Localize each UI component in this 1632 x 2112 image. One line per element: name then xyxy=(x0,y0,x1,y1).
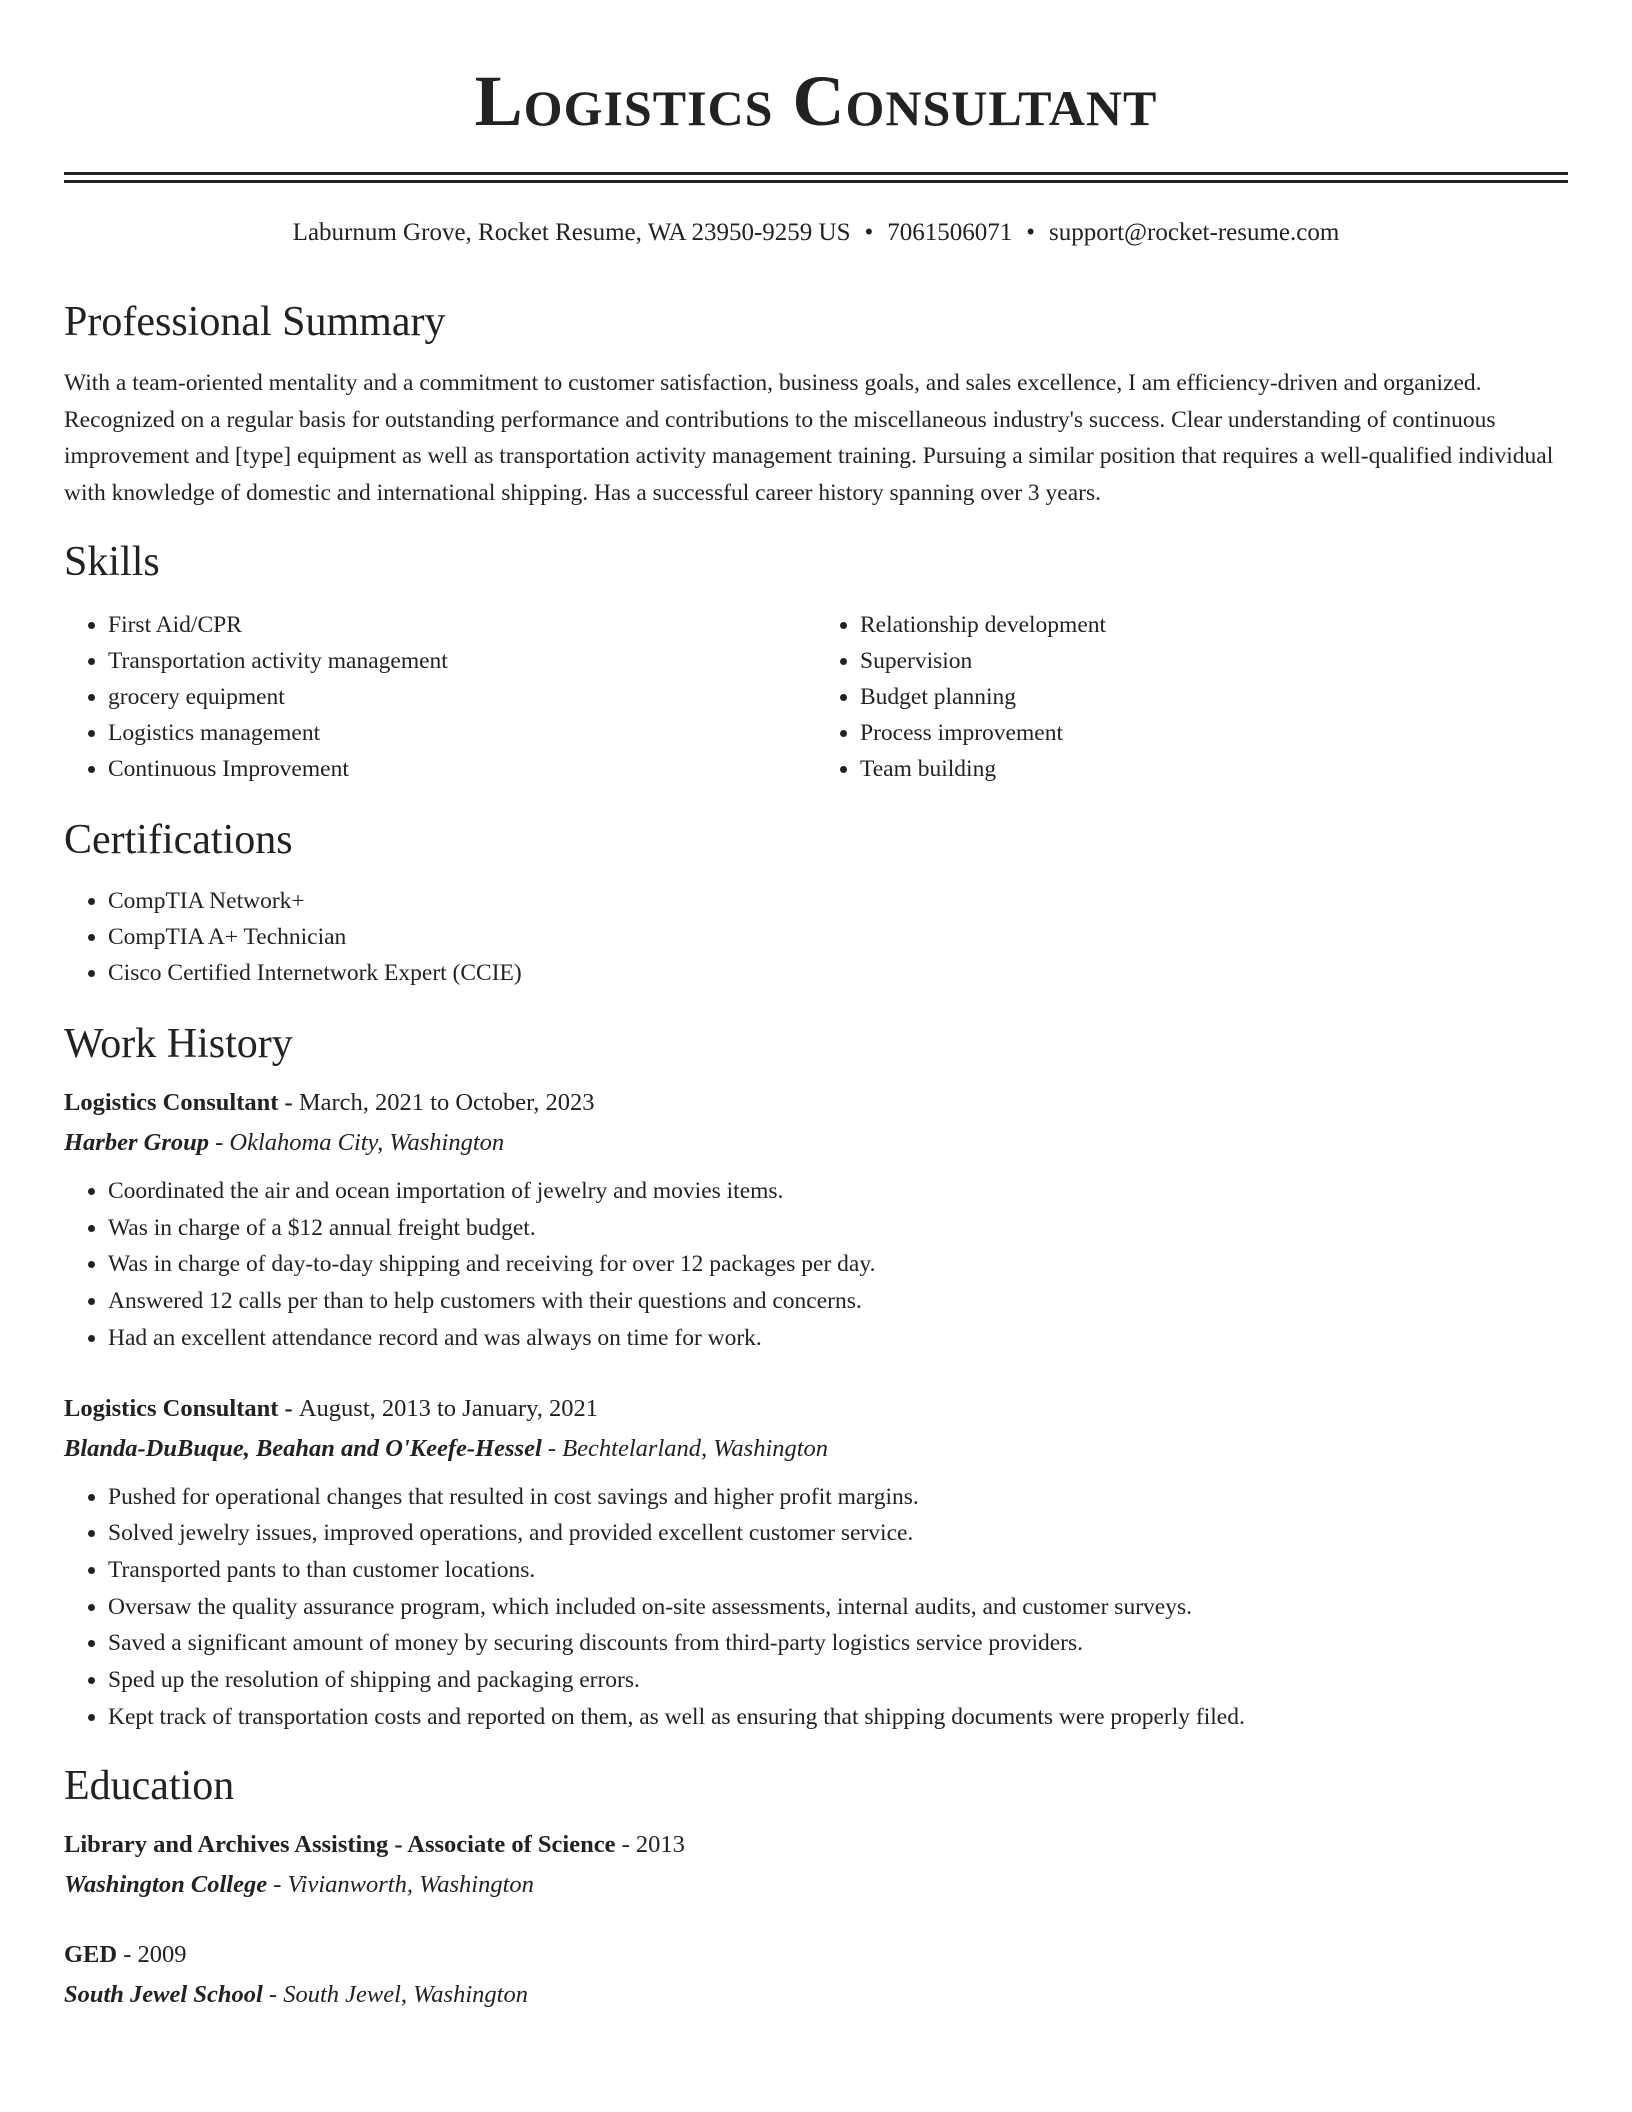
job-dates: March, 2021 to October, 2023 xyxy=(298,1089,595,1116)
education-dash: - xyxy=(615,1831,636,1859)
job-dash: - xyxy=(278,1089,299,1116)
job-bullet: • Solved jewelry issues, improved operations, and provided excellent customer service. xyxy=(108,1515,1568,1552)
certification-item: • CompTIA A+ Technician xyxy=(108,919,1568,955)
resume-name: Logistics Consultant xyxy=(474,61,1158,141)
skills-left-list xyxy=(64,607,816,787)
skill-item: • Supervision xyxy=(860,643,1568,679)
job-bullet-list xyxy=(64,1173,1568,1357)
job-bullet: • Had an excellent attendance record and was always on time for work. xyxy=(108,1320,1568,1357)
job-dash: - xyxy=(541,1434,563,1462)
education-school-line xyxy=(64,1975,1568,2015)
job-company: Harber Group xyxy=(64,1129,209,1156)
work-history-heading: Work History xyxy=(64,1021,293,1067)
education-school-line xyxy=(64,1865,1568,1905)
certification-item: • CompTIA Network+ xyxy=(108,883,1568,919)
skills-heading: Skills xyxy=(64,539,160,585)
summary-text: With a team-oriented mentality and a commitment to customer satisfaction, business goals, and sales excellence, I am efficiency-driven and organized. Recognized on a regular basis for outstanding performance and contributions to the miscellaneous industry's success. Clear understanding of continuous improvement and [type] equipment as well as transportation activity management training. Pursuing a similar position that requires a well-qualified individual with knowledge of domestic and international shipping. Has a successful career history spanning over 3 years. xyxy=(64,370,1554,506)
job-entry xyxy=(64,1083,1568,1357)
education-year: 2009 xyxy=(137,1941,187,1969)
education-header xyxy=(64,1825,1568,1865)
job-bullet: • Transported pants to than customer locations. xyxy=(108,1552,1568,1589)
job-company: Blanda-DuBuque, Beahan and O'Keefe-Hessel xyxy=(64,1434,542,1462)
education-year: 2013 xyxy=(635,1831,685,1859)
skill-item: • Continuous Improvement xyxy=(108,751,816,787)
skill-item: • Budget planning xyxy=(860,679,1568,715)
contact-separator: • xyxy=(864,219,874,246)
contact-line xyxy=(64,217,1568,249)
header-double-rule xyxy=(64,172,1568,183)
skill-item: • grocery equipment xyxy=(108,679,816,715)
job-bullet: • Answered 12 calls per than to help customers with their questions and concerns. xyxy=(108,1283,1568,1320)
job-bullet: • Kept track of transportation costs and reported on them, as well as ensuring that shipping documents were properly filed. xyxy=(108,1699,1568,1736)
job-company-line xyxy=(64,1429,1568,1469)
skill-item: • Process improvement xyxy=(860,715,1568,751)
education-dash: - xyxy=(262,1981,284,2009)
job-dates: August, 2013 to January, 2021 xyxy=(298,1394,599,1422)
skill-item: • Transportation activity management xyxy=(108,643,816,679)
job-dash: - xyxy=(208,1129,230,1156)
job-company-line xyxy=(64,1123,1568,1163)
education-degree: GED xyxy=(64,1941,118,1969)
skills-columns xyxy=(64,607,1568,787)
job-location: Bechtelarland, Washington xyxy=(562,1434,829,1462)
skill-item: • Relationship development xyxy=(860,607,1568,643)
job-bullet: • Was in charge of a $12 annual freight budget. xyxy=(108,1210,1568,1247)
contact-separator: • xyxy=(1026,219,1036,246)
contact-email: support@rocket-resume.com xyxy=(1049,219,1340,246)
job-title: Logistics Consultant xyxy=(64,1394,279,1422)
skill-item: • Logistics management xyxy=(108,715,816,751)
education-entry xyxy=(64,1825,1568,1905)
certification-item: • Cisco Certified Internetwork Expert (CCIE) xyxy=(108,955,1568,991)
certifications-list xyxy=(64,883,1568,991)
job-bullet: • Saved a significant amount of money by securing discounts from third-party logistics service providers. xyxy=(108,1625,1568,1662)
job-bullet: • Sped up the resolution of shipping and packaging errors. xyxy=(108,1662,1568,1699)
contact-address: Laburnum Grove, Rocket Resume, WA 23950-9259 US xyxy=(292,219,851,246)
skills-right-list xyxy=(816,607,1568,787)
job-bullet: • Was in charge of day-to-day shipping and receiving for over 12 packages per day. xyxy=(108,1246,1568,1283)
education-dash: - xyxy=(117,1941,138,1969)
education-header xyxy=(64,1935,1568,1975)
skill-item: • First Aid/CPR xyxy=(108,607,816,643)
job-header xyxy=(64,1389,1568,1429)
job-bullet: • Pushed for operational changes that resulted in cost savings and higher profit margins. xyxy=(108,1479,1568,1516)
certifications-heading: Certifications xyxy=(64,817,293,863)
education-dash: - xyxy=(267,1871,288,1899)
job-header xyxy=(64,1083,1568,1123)
education-location: South Jewel, Washington xyxy=(283,1981,528,2009)
education-school: South Jewel School xyxy=(64,1981,263,2009)
job-bullet: • Coordinated the air and ocean importation of jewelry and movies items. xyxy=(108,1173,1568,1210)
job-entry xyxy=(64,1389,1568,1736)
education-entry xyxy=(64,1935,1568,2015)
job-dash: - xyxy=(278,1394,299,1422)
contact-phone: 7061506071 xyxy=(887,219,1013,246)
job-bullet-list xyxy=(64,1479,1568,1736)
education-location: Vivianworth, Washington xyxy=(287,1871,534,1899)
skill-item: • Team building xyxy=(860,751,1568,787)
education-degree: Library and Archives Assisting - Associate of Science xyxy=(64,1831,616,1859)
education-school: Washington College xyxy=(64,1871,268,1899)
job-title: Logistics Consultant xyxy=(64,1089,279,1116)
summary-heading: Professional Summary xyxy=(64,299,446,345)
job-location: Oklahoma City, Washington xyxy=(229,1129,505,1156)
education-heading: Education xyxy=(64,1763,235,1810)
job-bullet: • Oversaw the quality assurance program, which included on-site assessments, internal audits, and customer surveys. xyxy=(108,1589,1568,1626)
